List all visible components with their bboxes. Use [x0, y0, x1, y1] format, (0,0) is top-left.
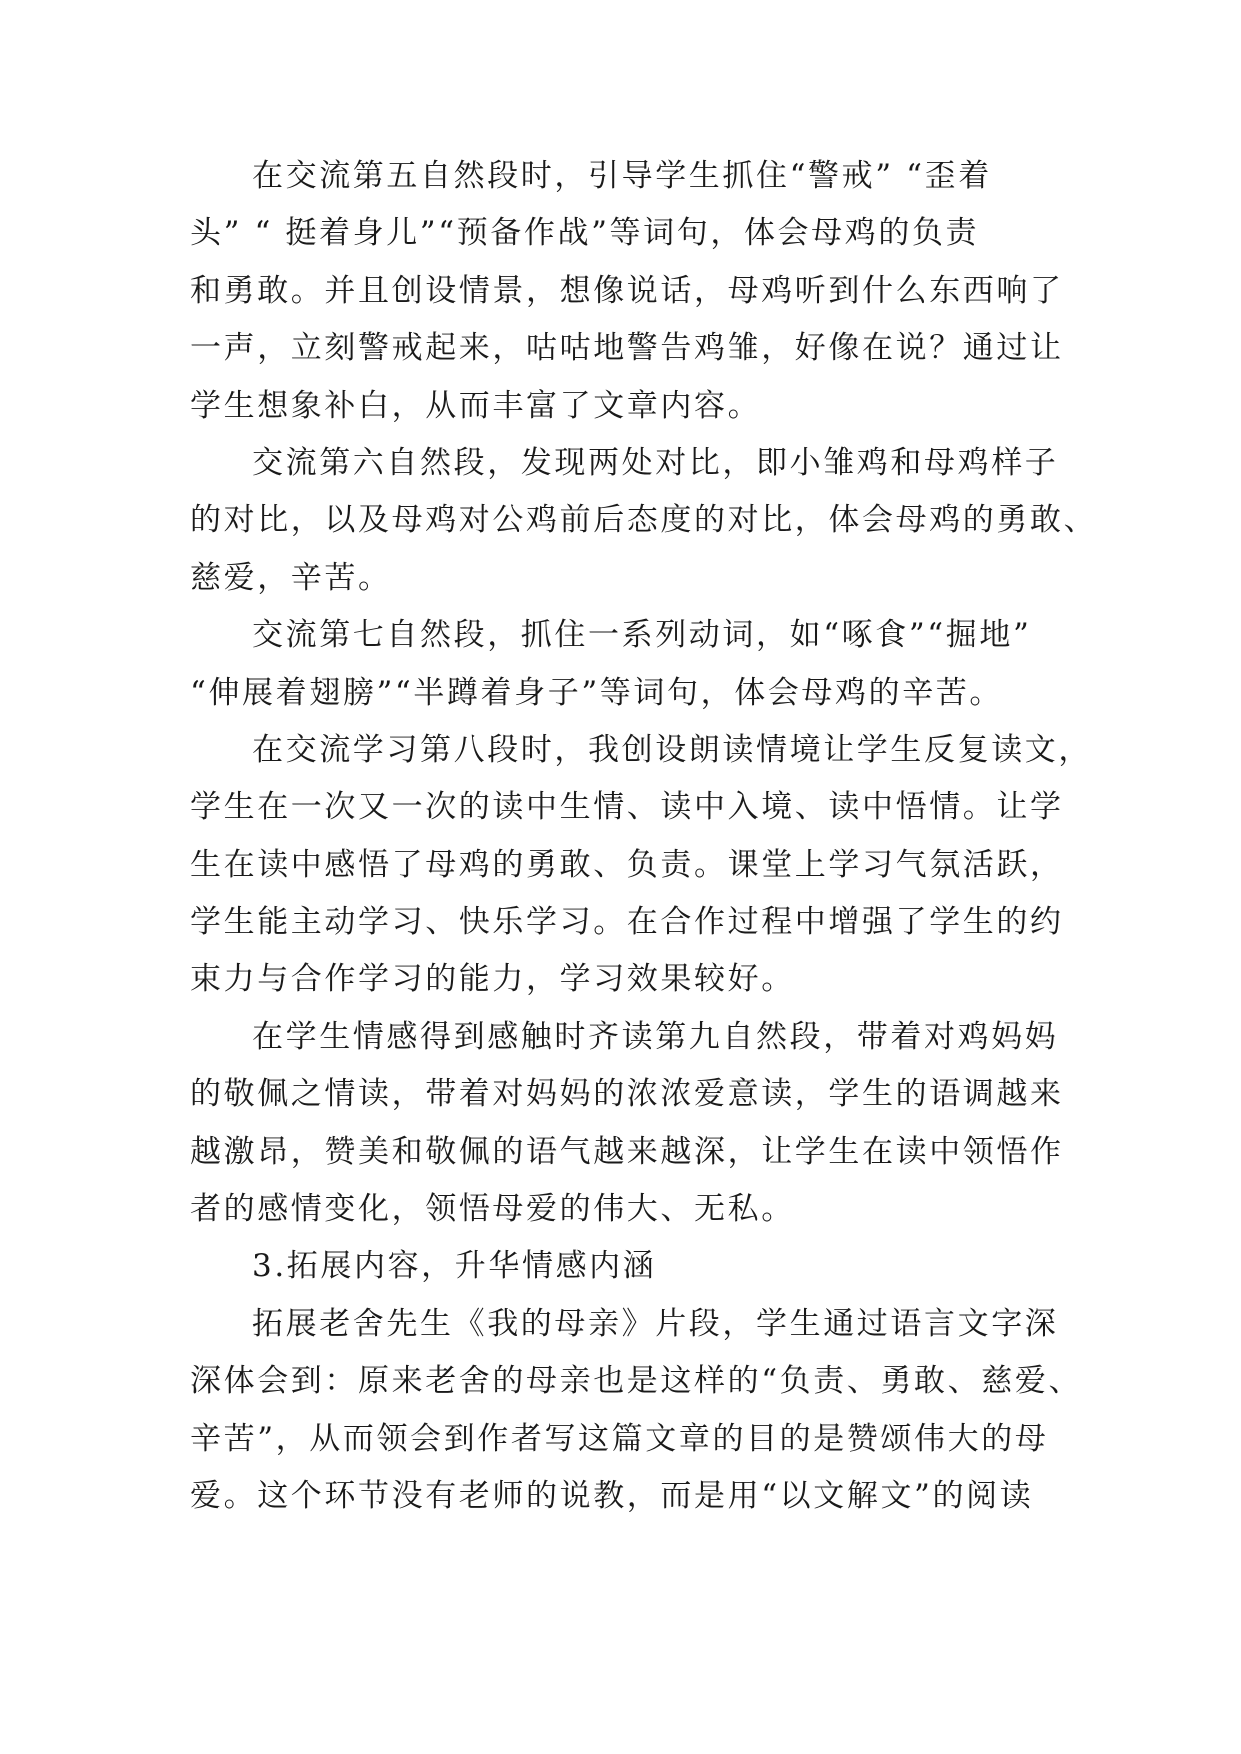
text-line: 辛苦”，从而领会到作者写这篇文章的目的是赞颂伟大的母 — [190, 1420, 1049, 1457]
text-line: 拓展老舍先生《我的母亲》片段，学生通过语言文字深 — [252, 1305, 1059, 1342]
text-line: 学生想象补白，从而丰富了文章内容。 — [190, 387, 762, 424]
text-line: 学生能主动学习、快乐学习。在合作过程中增强了学生的约 — [190, 904, 1064, 941]
text-line: 交流第七自然段，抓住一系列动词，如“啄食”“掘地” — [252, 617, 1032, 654]
text-line: 深体会到：原来老舍的母亲也是这样的“负责、勇敢、慈爱、 — [190, 1363, 1083, 1400]
text-line: 学生在一次又一次的读中生情、读中入境、读中悟情。让学 — [190, 789, 1064, 826]
text-line: 者的感情变化，领悟母爱的伟大、无私。 — [190, 1191, 795, 1228]
text-line: 生在读中感悟了母鸡的勇敢、负责。课堂上学习气氛活跃， — [190, 846, 1064, 883]
text-line: 头” “ 挺着身儿”“预备作战”等词句，体会母鸡的负责 — [190, 215, 980, 252]
text-line: 束力与合作学习的能力，学习效果较好。 — [190, 961, 795, 998]
text-line: 在学生情感得到感触时齐读第九自然段，带着对鸡妈妈 — [252, 1018, 1059, 1055]
text-line: 一声，立刻警戒起来，咕咕地警告鸡雏，好像在说？通过让 — [190, 330, 1064, 367]
text-line: 越激昂，赞美和敬佩的语气越来越深，让学生在读中领悟作 — [190, 1133, 1064, 1170]
text-line: “伸展着翅膀”“半蹲着身子”等词句，体会母鸡的辛苦。 — [190, 674, 1003, 711]
text-line: 慈爱，辛苦。 — [190, 559, 392, 596]
document-body — [190, 148, 1098, 1525]
text-line: 和勇敢。并且创设情景，想像说话，母鸡听到什么东西响了 — [190, 272, 1064, 309]
text-line: 在交流第五自然段时，引导学生抓住“警戒” “歪着 — [252, 158, 992, 194]
text-line: 在交流学习第八段时，我创设朗读情境让学生反复读文， — [252, 731, 1092, 768]
text-line: 爱。这个环节没有老师的说教，而是用“以文解文”的阅读 — [190, 1477, 1034, 1514]
text-line: 的对比，以及母鸡对公鸡前后态度的对比，体会母鸡的勇敢、 — [190, 502, 1098, 539]
text-line: 的敬佩之情读，带着对妈妈的浓浓爱意读，学生的语调越来 — [190, 1076, 1064, 1113]
text-line: 交流第六自然段，发现两处对比，即小雏鸡和母鸡样子 — [252, 444, 1059, 481]
section-heading: 3.拓展内容，升华情感内涵 — [252, 1248, 657, 1285]
